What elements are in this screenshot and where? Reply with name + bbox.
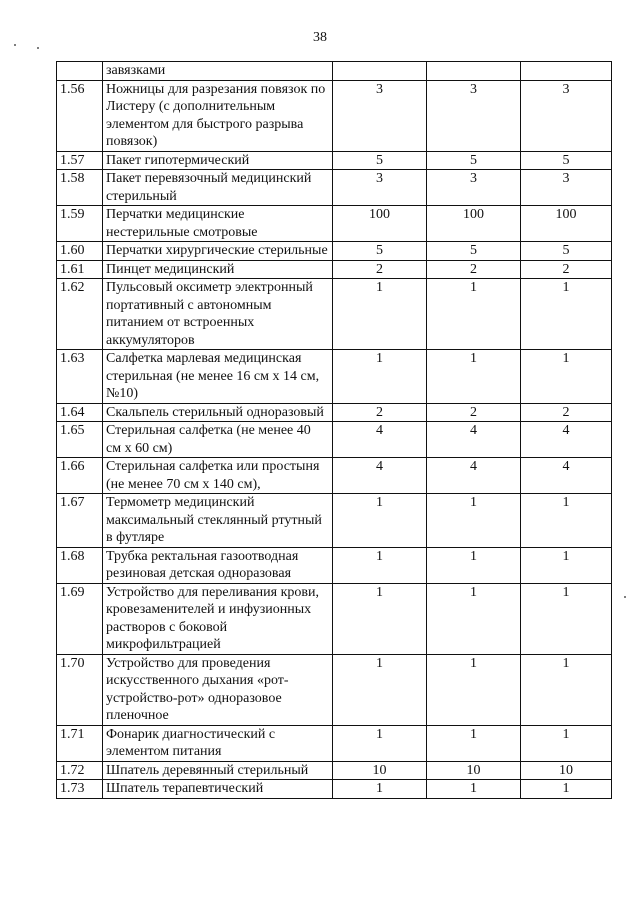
quantity-cell-3: 1: [521, 350, 612, 404]
scan-speck: [37, 47, 39, 49]
item-name-cell: Пинцет медицинский: [103, 260, 333, 279]
quantity-cell-3: 3: [521, 170, 612, 206]
item-number-cell: [57, 62, 103, 81]
item-name-cell: Перчатки медицинские нестерильные смотровые: [103, 206, 333, 242]
quantity-cell-2: 1: [427, 279, 521, 350]
quantity-cell-1: 1: [333, 494, 427, 548]
quantity-cell-3: 100: [521, 206, 612, 242]
quantity-cell-1: 2: [333, 403, 427, 422]
item-number-cell: 1.57: [57, 151, 103, 170]
item-name-cell: Салфетка марлевая медицинская стерильная (не менее 16 см х 14 см, №10): [103, 350, 333, 404]
table-row: [57, 458, 612, 494]
quantity-cell-1: 3: [333, 80, 427, 151]
item-number-cell: 1.56: [57, 80, 103, 151]
item-number-cell: 1.63: [57, 350, 103, 404]
quantity-cell-2: 1: [427, 654, 521, 725]
item-number-cell: 1.59: [57, 206, 103, 242]
quantity-cell-1: 5: [333, 242, 427, 261]
quantity-cell-1: 1: [333, 350, 427, 404]
quantity-cell-2: [427, 62, 521, 81]
quantity-cell-1: 3: [333, 170, 427, 206]
item-number-cell: 1.71: [57, 725, 103, 761]
quantity-cell-3: 4: [521, 458, 612, 494]
item-name-cell: завязками: [103, 62, 333, 81]
quantity-cell-1: 1: [333, 547, 427, 583]
item-name-cell: Пульсовый оксиметр электронный портативный с автономным питанием от встроенных аккумуляторов: [103, 279, 333, 350]
quantity-cell-2: 4: [427, 458, 521, 494]
quantity-cell-1: 100: [333, 206, 427, 242]
item-name-cell: Перчатки хирургические стерильные: [103, 242, 333, 261]
quantity-cell-1: 1: [333, 725, 427, 761]
item-name-cell: Устройство для проведения искусственного дыхания «рот-устройство-рот» одноразовое пленочное: [103, 654, 333, 725]
quantity-cell-1: 4: [333, 458, 427, 494]
table-row: [57, 80, 612, 151]
quantity-cell-3: 2: [521, 403, 612, 422]
table-row: [57, 583, 612, 654]
item-number-cell: 1.61: [57, 260, 103, 279]
table-row: [57, 403, 612, 422]
item-number-cell: 1.64: [57, 403, 103, 422]
quantity-cell-1: 10: [333, 761, 427, 780]
quantity-cell-3: 2: [521, 260, 612, 279]
quantity-cell-2: 5: [427, 151, 521, 170]
item-name-cell: Пакет гипотермический: [103, 151, 333, 170]
table-row: [57, 206, 612, 242]
item-number-cell: 1.60: [57, 242, 103, 261]
item-name-cell: Трубка ректальная газоотводная резиновая детская одноразовая: [103, 547, 333, 583]
table-row: [57, 780, 612, 799]
item-number-cell: 1.66: [57, 458, 103, 494]
item-name-cell: Ножницы для разрезания повязок по Листеру (с дополнительным элементом для быстрого разрыва повязок): [103, 80, 333, 151]
item-name-cell: Устройство для переливания крови, кровезаменителей и инфузионных растворов с боковой микрофильтрацией: [103, 583, 333, 654]
quantity-cell-2: 2: [427, 403, 521, 422]
table-row: [57, 279, 612, 350]
quantity-cell-1: 2: [333, 260, 427, 279]
quantity-cell-2: 100: [427, 206, 521, 242]
table-row: [57, 547, 612, 583]
quantity-cell-2: 3: [427, 80, 521, 151]
table-row: [57, 151, 612, 170]
quantity-cell-1: 1: [333, 583, 427, 654]
quantity-cell-3: 5: [521, 151, 612, 170]
quantity-cell-2: 2: [427, 260, 521, 279]
item-name-cell: Шпатель деревянный стерильный: [103, 761, 333, 780]
quantity-cell-1: 1: [333, 654, 427, 725]
table-row: [57, 62, 612, 81]
quantity-cell-3: 1: [521, 725, 612, 761]
table-row: [57, 260, 612, 279]
quantity-cell-3: 1: [521, 654, 612, 725]
equipment-table: [56, 61, 612, 799]
item-name-cell: Шпатель терапевтический: [103, 780, 333, 799]
quantity-cell-2: 1: [427, 547, 521, 583]
quantity-cell-2: 1: [427, 780, 521, 799]
item-number-cell: 1.72: [57, 761, 103, 780]
item-name-cell: Стерильная салфетка или простыня (не менее 70 см х 140 см),: [103, 458, 333, 494]
item-name-cell: Пакет перевязочный медицинский стерильный: [103, 170, 333, 206]
item-name-cell: Термометр медицинский максимальный стеклянный ртутный в футляре: [103, 494, 333, 548]
table-row: [57, 494, 612, 548]
item-number-cell: 1.70: [57, 654, 103, 725]
quantity-cell-2: 3: [427, 170, 521, 206]
quantity-cell-2: 1: [427, 350, 521, 404]
quantity-cell-3: [521, 62, 612, 81]
quantity-cell-3: 10: [521, 761, 612, 780]
quantity-cell-3: 1: [521, 583, 612, 654]
quantity-cell-2: 1: [427, 494, 521, 548]
quantity-cell-1: [333, 62, 427, 81]
item-number-cell: 1.68: [57, 547, 103, 583]
item-name-cell: Фонарик диагностический с элементом питания: [103, 725, 333, 761]
quantity-cell-2: 10: [427, 761, 521, 780]
quantity-cell-3: 1: [521, 279, 612, 350]
table-row: [57, 170, 612, 206]
item-name-cell: Скальпель стерильный одноразовый: [103, 403, 333, 422]
scan-speck: [14, 44, 16, 46]
table-row: [57, 654, 612, 725]
item-number-cell: 1.67: [57, 494, 103, 548]
quantity-cell-2: 1: [427, 725, 521, 761]
quantity-cell-3: 5: [521, 242, 612, 261]
item-number-cell: 1.58: [57, 170, 103, 206]
quantity-cell-3: 3: [521, 80, 612, 151]
item-number-cell: 1.62: [57, 279, 103, 350]
quantity-cell-3: 4: [521, 422, 612, 458]
quantity-cell-1: 5: [333, 151, 427, 170]
table-row: [57, 422, 612, 458]
item-number-cell: 1.65: [57, 422, 103, 458]
item-name-cell: Стерильная салфетка (не менее 40 см х 60 см): [103, 422, 333, 458]
table-row: [57, 242, 612, 261]
quantity-cell-1: 4: [333, 422, 427, 458]
quantity-cell-2: 5: [427, 242, 521, 261]
page-number: 38: [313, 30, 327, 45]
quantity-cell-2: 1: [427, 583, 521, 654]
scan-speck: [624, 596, 626, 598]
item-number-cell: 1.73: [57, 780, 103, 799]
quantity-cell-3: 1: [521, 494, 612, 548]
quantity-cell-1: 1: [333, 780, 427, 799]
quantity-cell-2: 4: [427, 422, 521, 458]
table-row: [57, 725, 612, 761]
table-row: [57, 350, 612, 404]
quantity-cell-3: 1: [521, 547, 612, 583]
quantity-cell-1: 1: [333, 279, 427, 350]
quantity-cell-3: 1: [521, 780, 612, 799]
table-row: [57, 761, 612, 780]
item-number-cell: 1.69: [57, 583, 103, 654]
